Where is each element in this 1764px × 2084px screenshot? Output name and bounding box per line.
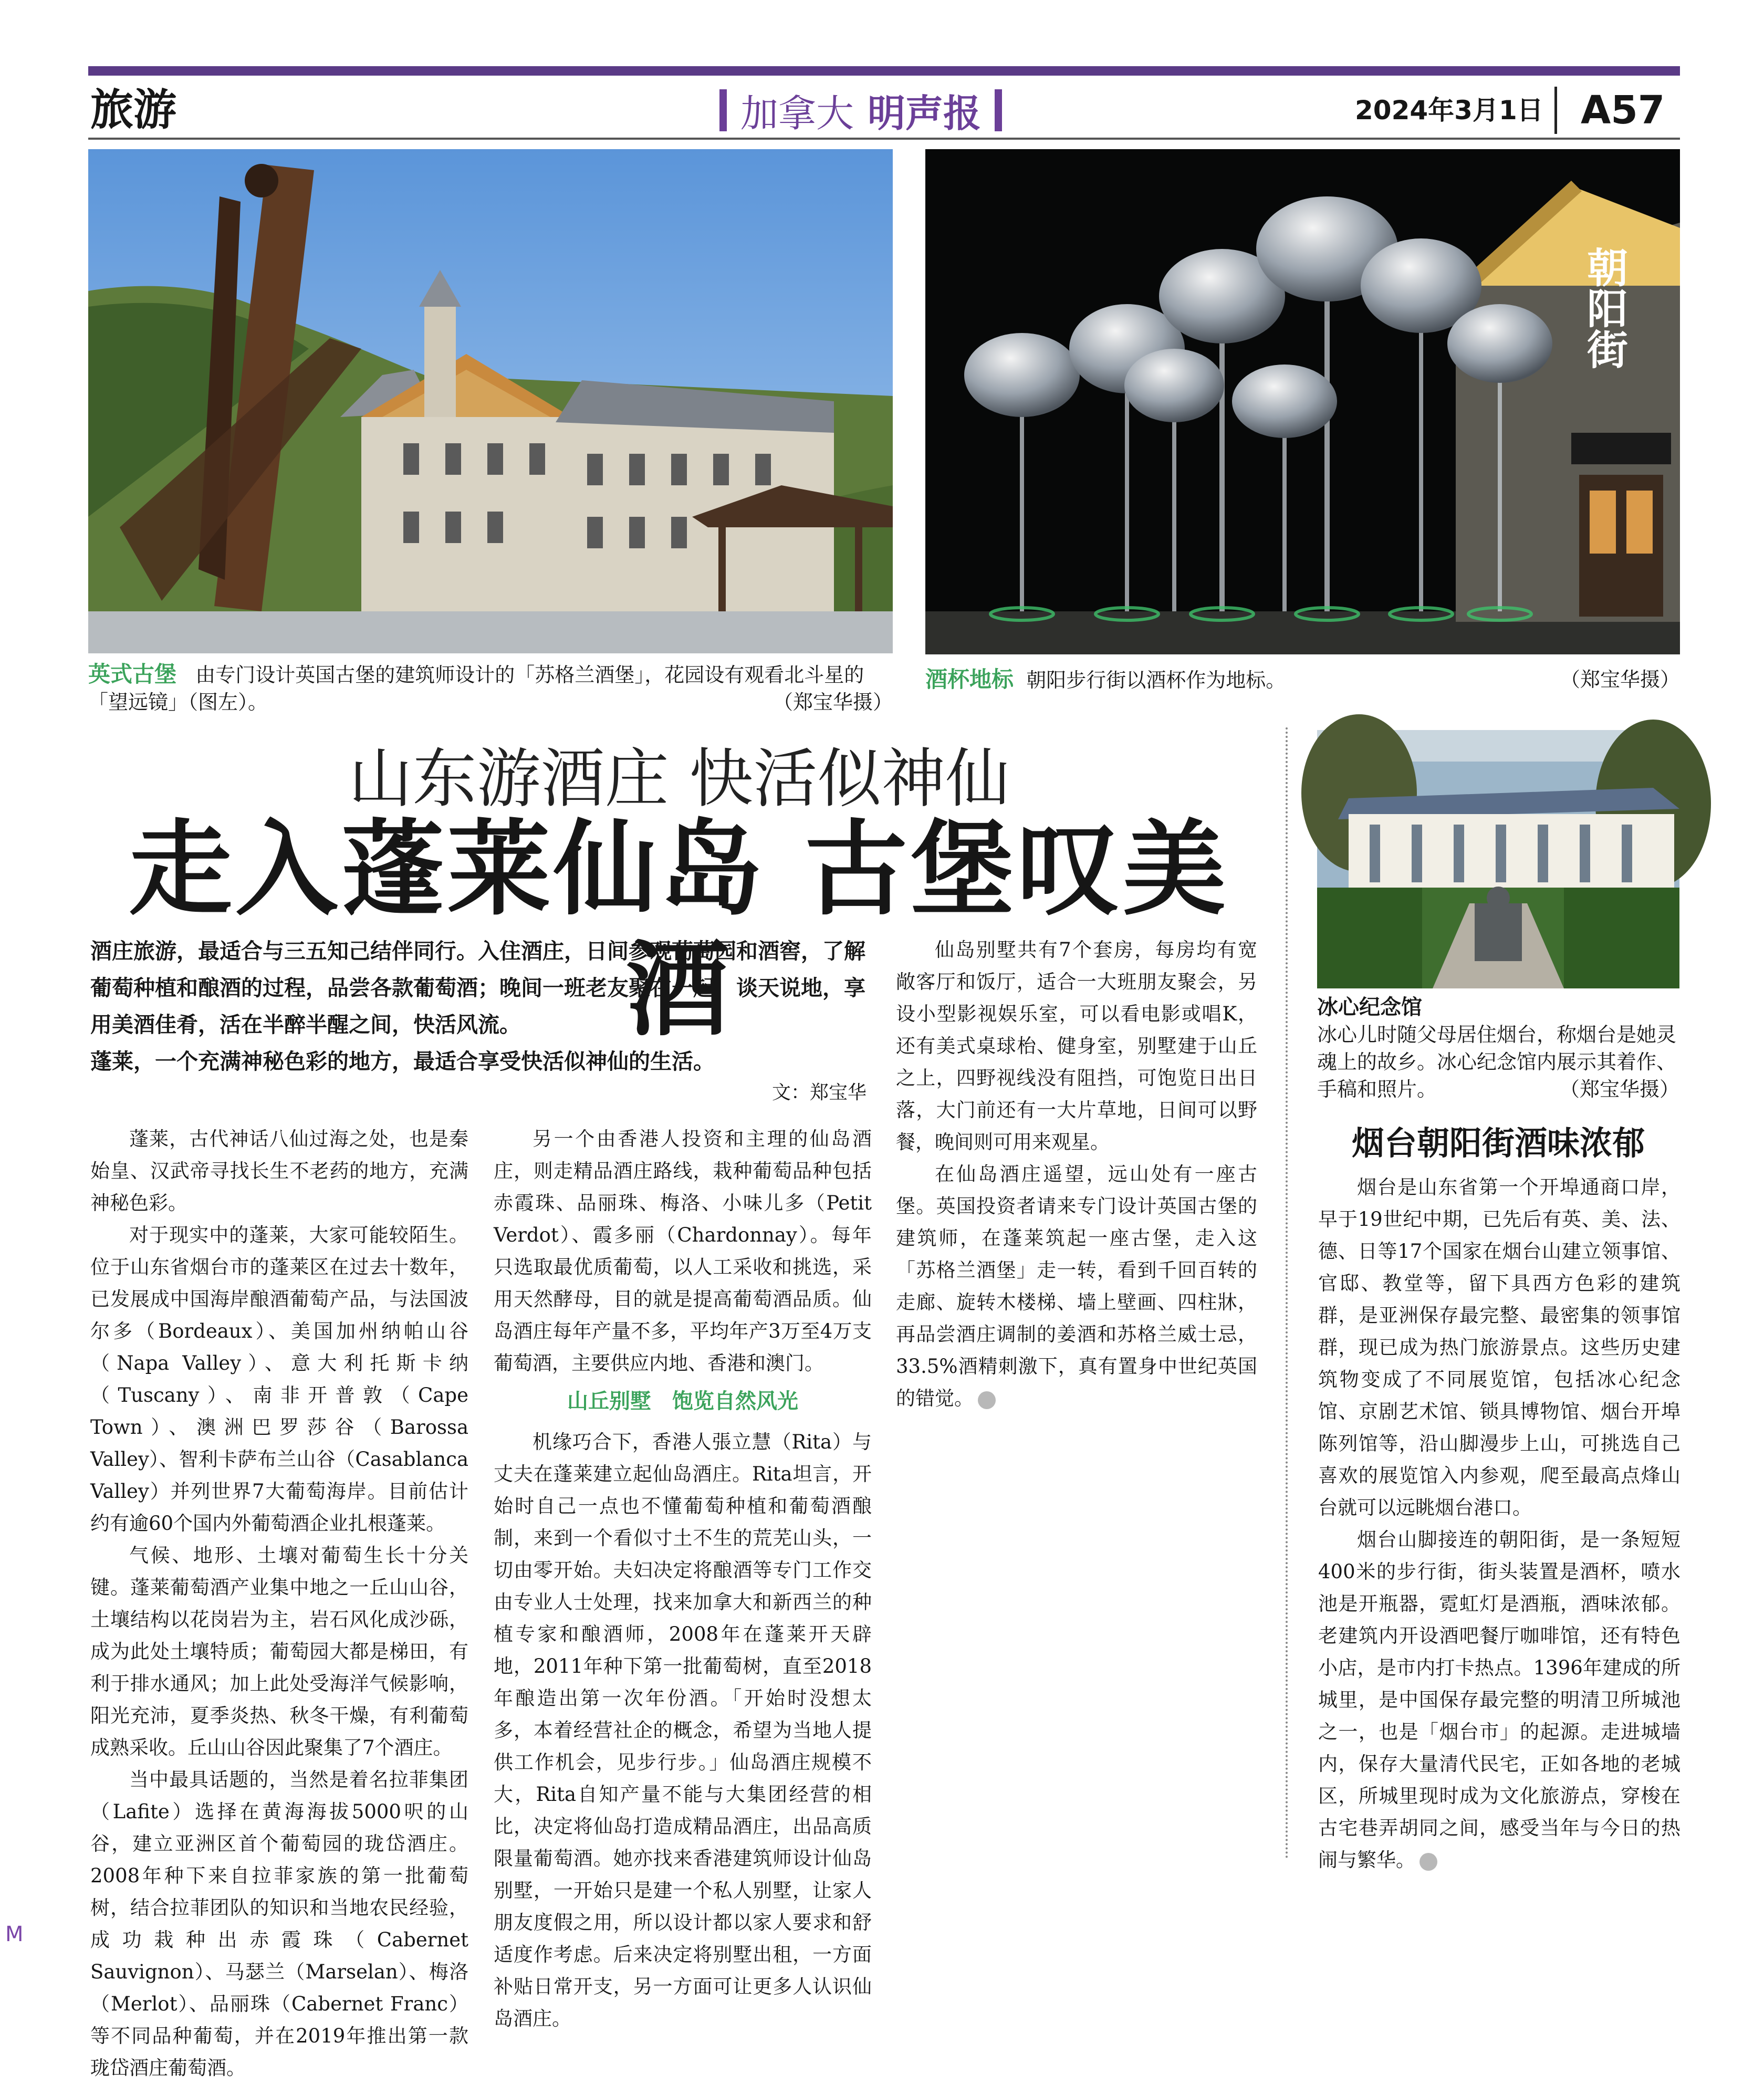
body-paragraph: 另一个由香港人投资和主理的仙岛酒庄，则走精品酒庄路线，栽种葡萄品种包括赤霞珠、品丽珠、梅洛、小味儿多（Petit Verdot）、霞多丽（Chardonnay）。每年只选取最优质葡萄，以人工采收和挑选，采用天然酵母，目的就是提高葡萄酒品质。仙岛酒庄每年产量不多，平均年产3万至4万支葡萄酒，主要供应内地、香港和澳门。 [494,1128,872,1374]
article-column-1 [90,1123,468,2079]
sidebar-paragraph-end [1318,1524,1681,1876]
corner-mark: M [5,1922,24,1946]
castle-caption-text: 由专门设计英国古堡的建筑师设计的「苏格兰酒堡」，花园设有观看北斗星的「望远镜」（图左）。 [88,663,864,714]
cups-caption-text: 朝阳步行街以酒杯作为地标。 [1026,669,1286,692]
article-column-3 [896,934,1257,1414]
sidebar-paragraph: 烟台是山东省第一个开埠通商口岸，早于19世纪中期，已先后有英、美、法、德、日等17个国家在烟台山建立领事馆、官邸、教堂等，留下具西方色彩的建筑群，是亚洲保存最完整、最密集的领事馆群，现已成为热门旅游景点。这些历史建筑物变成了不同展览馆，包括冰心纪念馆、京剧艺术馆、锁具博物馆、烟台开埠陈列馆等，沿山脚漫步上山，可挑选自己喜欢的展览馆入内参观，爬至最高点烽山台就可以远眺烟台港口。 [1318,1176,1681,1519]
article-lede [90,933,878,1080]
castle-caption [88,661,893,716]
byline: 文：郑宝华 [771,1082,867,1103]
body-paragraph-end [896,1158,1257,1414]
castle-caption-credit: （郑宝华摄） [773,691,893,714]
lede-paragraph-2: 蓬莱，一个充满神秘色彩的地方，最适合享受快活似神仙的生活。 [90,1049,715,1074]
page-number: A57 [1581,88,1665,133]
bingxin-caption-text: 冰心儿时随父母居住烟台，称烟台是她灵魂上的故乡。冰心纪念馆内展示其着作、手稿和照片。 [1317,1023,1677,1101]
cups-caption-label: 酒杯地标 [925,666,1014,692]
end-mark-icon [978,1391,996,1409]
article-headline: 走入蓬莱仙岛 古堡叹美酒 [129,809,1229,1050]
body-paragraph: 蓬莱，古代神话八仙过海之处，也是秦始皇、汉武帝寻找长生不老药的地方，充满神秘色彩。 [90,1128,468,1214]
body-paragraph-text: 在仙岛酒庄遥望，远山处有一座古堡。英国投资者请来专门设计英国古堡的建筑师，在蓬莱筑起一座古堡，走入这「苏格兰酒堡」走一转，看到千回百转的走廊、旋转木楼梯、墙上壁画、四柱牀，再品尝酒庄调制的姜酒和苏格兰威士忌，33.5%酒精刺激下，真有置身中世纪英国的错觉。 [896,1163,1257,1410]
masthead-paper: 明声报 [868,91,982,136]
cups-caption-credit: （郑宝华摄） [1560,668,1680,691]
sidebar-column [1318,1171,1681,1876]
top-rule [88,66,1680,76]
bingxin-caption [1317,994,1679,1103]
street-sign: 朝阳街 [1580,246,1627,369]
sidebar-paragraph-text: 烟台山脚接连的朝阳街，是一条短短400米的步行街，街头装置是酒杯，喷水池是开瓶器，霓虹灯是酒瓶，酒味浓郁。老建筑内开设酒吧餐厅咖啡馆，还有特色小店，是市内打卡热点。1396年建成的所城里，是中国保存最完整的明清卫所城池之一，也是「烟台市」的起源。走进城墙内，保存大量清代民宅，正如各地的老城区，所城里现时成为文化旅游点，穿梭在古宅巷弄胡同之间，感受当年与今日的热闹与繁华。 [1318,1528,1681,1871]
bingxin-memorial-photo [1317,730,1679,988]
body-paragraph: 仙岛别墅共有7个套房，每房均有宽敞客厅和饭厅，适合一大班朋友聚会，另设小型影视娱乐室，可以看电影或唱K，还有美式桌球枱、健身室，别墅建于山丘之上，四野视线没有阻挡，可饱览日出日落，大门前还有一大片草地，日间可以野餐，晚间则可用来观星。 [896,939,1257,1153]
bingxin-caption-credit: （郑宝华摄） [1559,1078,1679,1101]
body-paragraph: 当中最具话题的，当然是着名拉菲集团（Lafite）选择在黄海海拔5000呎的山谷，建立亚洲区首个葡萄园的珑岱酒庄。2008年种下来自拉菲家族的第一批葡萄树，结合拉菲团队的知识和当地农民经验，成功栽种出赤霞珠（Cabernet Sauvignon）、马瑟兰（Marselan）、梅洛（Merlot）、品丽珠（Cabernet Franc）等不同品种葡萄，并在2019年推出第一款珑岱酒庄葡萄酒。 [90,1768,468,2079]
article-column-2 [494,1123,872,2030]
bingxin-caption-label: 冰心纪念馆 [1317,995,1422,1019]
end-mark-icon [1419,1853,1437,1871]
body-paragraph: 机缘巧合下，香港人張立慧（Rita）与丈夫在蓬莱建立起仙岛酒庄。Rita坦言，开始时自己一点也不懂葡萄种植和葡萄酒酿制，来到一个看似寸土不生的荒芜山头，一切由零开始。夫妇决定将酿酒等专门工作交由专业人士处理，找来加拿大和新西兰的种植专家和酿酒师，2008年在蓬莱开天辟地，2011年种下第一批葡萄树，直至2018年酿造出第一次年份酒。「开始时没想太多，本着经营社企的概念，希望为当地人提供工作机会，见步行步。」仙岛酒庄规模不大，Rita自知产量不能与大集团经营的相比，决定将仙岛打造成精品酒庄，出品高质限量葡萄酒。她亦找来香港建筑师设计仙岛别墅，一开始只是建一个私人别墅，让家人朋友度假之用，所以设计都以家人要求和舒适度作考虑。后来决定将别墅出租，一方面补贴日常开支，另一方面可让更多人认识仙岛酒庄。 [494,1431,872,2030]
cups-caption [925,666,1680,694]
body-paragraph: 气候、地形、土壤对葡萄生长十分关键。蓬莱葡萄酒产业集中地之一丘山山谷，土壤结构以花岗岩为主，岩石风化成沙砾，成为此处土壤特质；葡萄园大都是梯田，有利于排水通风；加上此处受海洋气候影响，阳光充沛，夏季炎热、秋冬干燥，有利葡萄成熟采收。丘山山谷因此聚集了7个酒庄。 [90,1544,468,1759]
masthead-bar-right [995,89,1002,131]
article-kicker: 山东游酒庄 快活似神仙 [348,742,1010,816]
castle-photo [88,149,893,653]
body-paragraph: 对于现实中的蓬莱，大家可能较陌生。位于山东省烟台市的蓬莱区在过去十数年，已发展成中国海岸酿酒葡萄产品，与法国波尔多（Bordeaux）、美国加州纳帕山谷（Napa Valley）、意大利托斯卡纳（Tuscany）、南非开普敦（Cape Town）、澳洲巴罗莎谷（Barossa Valley）、智利卡萨布兰山谷（Casablanca Valley）并列世界7大葡萄海岸。目前估计约有逾60个国内外葡萄酒企业扎根蓬莱。 [90,1224,468,1535]
masthead-country: 加拿大 [740,91,854,136]
wine-cup-landmark-photo [925,149,1680,654]
castle-caption-label: 英式古堡 [88,661,177,687]
section-title: 旅游 [90,85,177,135]
issue-date: 2024年3月1日 [1355,95,1543,126]
column-divider [1286,727,1288,1859]
sidebar-title: 烟台朝阳街酒味浓郁 [1351,1124,1645,1162]
header-separator [1554,87,1557,134]
masthead [719,84,1056,137]
lede-paragraph-1: 酒庄旅游，最适合与三五知己结伴同行。入住酒庄，日间参观葡萄园和酒窖，了解葡萄种植和酿酒的过程，品尝各款葡萄酒；晚间一班老友聚在一起，谈天说地，享用美酒佳肴，活在半醉半醒之间，快活风流。 [90,939,865,1037]
header-rule [88,138,1680,140]
article-subhead: 山丘别墅 饱览自然风光 [567,1389,798,1413]
masthead-bar-left [719,89,727,131]
